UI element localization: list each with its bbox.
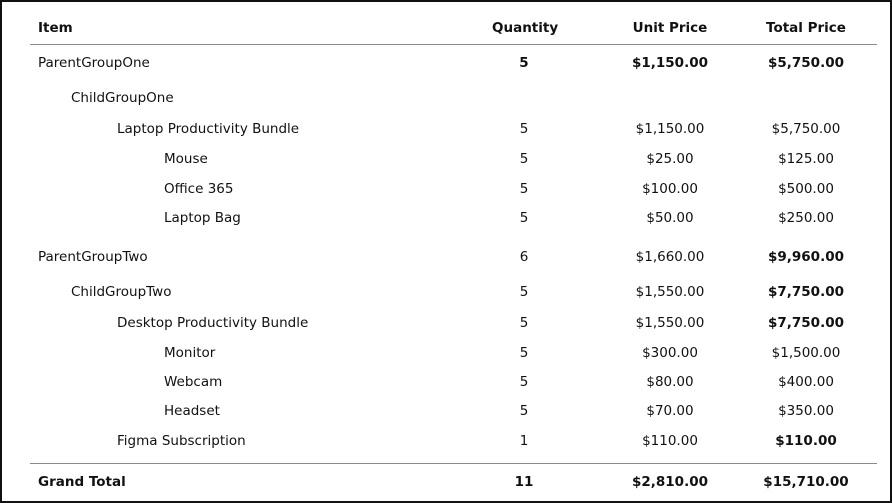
- row-total-price: $7,750.00: [767, 315, 844, 331]
- table-row: [30, 429, 877, 453]
- table-row: [30, 341, 877, 365]
- row-total-price: $9,960.00: [767, 249, 844, 265]
- row-item: Office 365: [164, 181, 234, 197]
- row-total-price: $1,500.00: [771, 345, 841, 361]
- row-quantity: 5: [519, 284, 529, 300]
- header-divider: [30, 44, 877, 45]
- row-total-price: $350.00: [778, 403, 834, 419]
- table-row: [30, 245, 877, 269]
- column-header-total-price: Total Price: [766, 20, 846, 36]
- table-row: [30, 177, 877, 201]
- row-item: ParentGroupOne: [38, 55, 150, 71]
- row-item: ChildGroupOne: [71, 90, 174, 106]
- row-unit-price: $1,660.00: [635, 249, 705, 265]
- row-quantity: 5: [519, 374, 529, 390]
- row-item: Mouse: [164, 151, 208, 167]
- row-unit-price: $1,150.00: [635, 121, 705, 137]
- column-header-unit-price: Unit Price: [632, 20, 708, 36]
- row-unit-price: $70.00: [646, 403, 694, 419]
- row-unit-price: $1,550.00: [635, 284, 705, 300]
- row-item: Laptop Bag: [164, 210, 241, 226]
- column-header-quantity: Quantity: [492, 20, 559, 36]
- row-unit-price: $1,550.00: [635, 315, 705, 331]
- row-item: Monitor: [164, 345, 216, 361]
- row-item: Laptop Productivity Bundle: [117, 121, 300, 137]
- table-row: [30, 370, 877, 394]
- row-total-price: $7,750.00: [767, 284, 844, 300]
- row-quantity: 1: [519, 433, 529, 449]
- row-total-price: $110.00: [775, 433, 837, 449]
- row-total-price: $400.00: [778, 374, 834, 390]
- row-quantity: 5: [519, 345, 529, 361]
- table-header-row: [30, 16, 877, 40]
- table-row: [30, 311, 877, 335]
- row-unit-price: $50.00: [646, 210, 694, 226]
- column-header-item: Item: [38, 20, 73, 36]
- row-item: Webcam: [164, 374, 223, 390]
- table-row: [30, 117, 877, 141]
- table-row: [30, 206, 877, 230]
- row-item: Headset: [164, 403, 220, 419]
- row-total-price: $250.00: [778, 210, 834, 226]
- grand-total-unit-price: $2,810.00: [631, 474, 708, 490]
- row-quantity: 6: [519, 249, 529, 265]
- row-quantity: 5: [519, 121, 529, 137]
- row-unit-price: $300.00: [642, 345, 698, 361]
- row-unit-price: $100.00: [642, 181, 698, 197]
- table-row: [30, 399, 877, 423]
- row-total-price: $125.00: [778, 151, 834, 167]
- row-item: Figma Subscription: [117, 433, 246, 449]
- table-row: [30, 86, 877, 110]
- row-unit-price: $80.00: [646, 374, 694, 390]
- row-quantity: 5: [519, 55, 529, 71]
- grand-total-label: Grand Total: [38, 474, 126, 490]
- row-quantity: 5: [519, 210, 529, 226]
- grand-total-total-price: $15,710.00: [763, 474, 849, 490]
- row-quantity: 5: [519, 181, 529, 197]
- row-item: ParentGroupTwo: [38, 249, 148, 265]
- row-item: ChildGroupTwo: [71, 284, 172, 300]
- row-quantity: 5: [519, 403, 529, 419]
- table-row: [30, 280, 877, 304]
- row-total-price: $5,750.00: [771, 121, 841, 137]
- row-unit-price: $25.00: [646, 151, 694, 167]
- row-unit-price: $110.00: [642, 433, 698, 449]
- grand-total-quantity: 11: [514, 474, 534, 490]
- table-row: [30, 51, 877, 75]
- row-quantity: 5: [519, 315, 529, 331]
- row-total-price: $500.00: [778, 181, 834, 197]
- row-unit-price: $1,150.00: [631, 55, 708, 71]
- table-row: [30, 147, 877, 171]
- grand-total-divider: [30, 463, 877, 464]
- row-total-price: $5,750.00: [767, 55, 844, 71]
- row-item: Desktop Productivity Bundle: [117, 315, 309, 331]
- row-quantity: 5: [519, 151, 529, 167]
- grand-total-row: [30, 470, 877, 494]
